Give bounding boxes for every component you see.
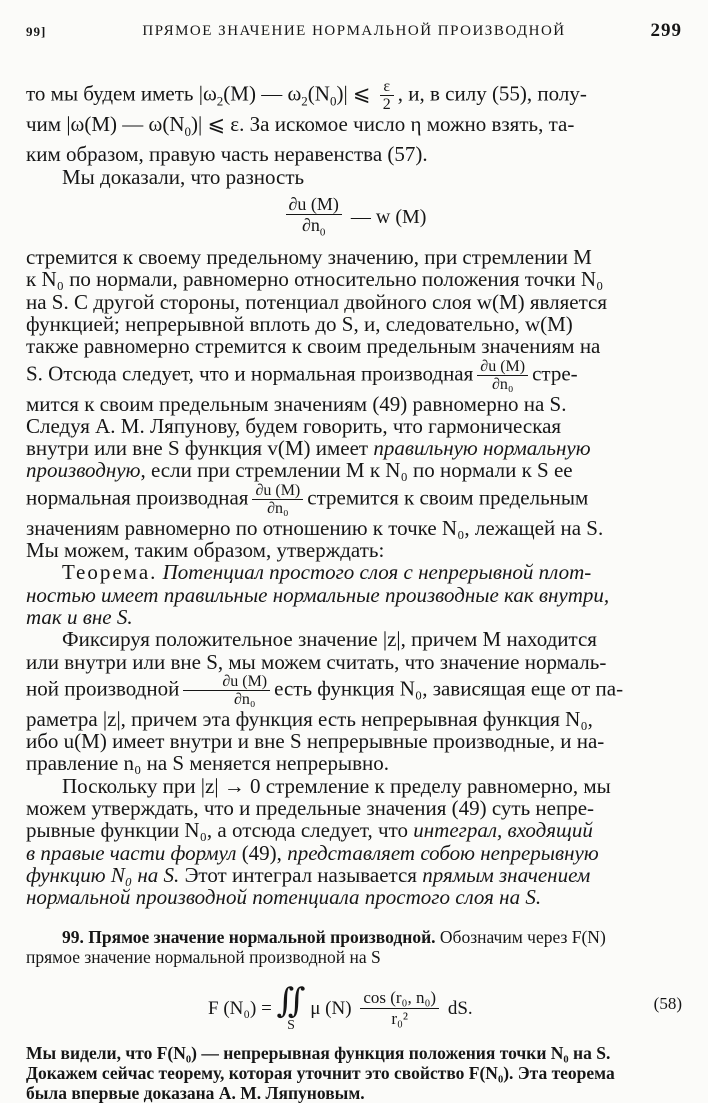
- text: S. Отсюда следует, что и нормальная производная: [26, 360, 474, 385]
- text: (49),: [236, 840, 288, 865]
- text: Докажем сейчас теорему, которая уточнит это свойство F(N₀). Эта теорема: [26, 1062, 615, 1083]
- formula-lhs: F (N₀) =: [208, 997, 272, 1019]
- frac-num: ε: [380, 78, 394, 96]
- text: 0: [329, 93, 337, 109]
- italic-term: интеграл, входящий: [413, 818, 593, 843]
- text: внутри или вне S функция v(M) имеет: [26, 436, 374, 461]
- frac-den: 2: [382, 96, 391, 113]
- page-number: 299: [650, 20, 682, 41]
- display-formula-1: [26, 194, 682, 240]
- formula-ds: dS.: [447, 997, 473, 1019]
- text: есть функция N₀, зависящая еще от па-: [274, 676, 624, 701]
- text: так и вне S.: [26, 604, 133, 629]
- text: значениям равномерно по отношению к точке N₀, лежащей на S.: [26, 515, 604, 540]
- text: )| ⩽ ε. За искомое число η можно взять, та-: [191, 112, 575, 136]
- text: ким образом, правую часть неравенства (57).: [26, 142, 428, 167]
- section-title: 99. Прямое значение нормальной производной.: [62, 926, 436, 947]
- theorem-label: Теорема.: [62, 560, 158, 585]
- text: 2: [301, 93, 308, 109]
- text: Поскольку при |z| → 0 стремление к пределу равномерно, мы: [62, 773, 611, 798]
- italic-term: правильную нормальную: [373, 436, 591, 461]
- text: на S. С другой стороны, потенциал двойного слоя w(M) является: [26, 289, 608, 314]
- paragraph-1: [26, 78, 682, 166]
- text: к N₀ по нормали, равномерно относительно положения точки N₀: [26, 267, 604, 292]
- fraction-du-dn0: [477, 358, 528, 393]
- paragraph-4: [26, 628, 682, 774]
- text: ностью имеет правильные нормальные производные как внутри,: [26, 582, 610, 607]
- text: стре-: [532, 360, 578, 385]
- text: 2: [216, 93, 224, 109]
- formula-58: [26, 973, 682, 1039]
- text: 0: [319, 226, 326, 239]
- running-title: ПРЯМОЕ ЗНАЧЕНИЕ НОРМАЛЬНОЙ ПРОИЗВОДНОЙ: [142, 23, 566, 39]
- frac-num: ∂u (M): [252, 482, 303, 500]
- fraction-eps-2: [380, 78, 394, 113]
- text: функцией; непрерывной вплоть до S, и, следовательно, w(M): [26, 311, 573, 336]
- text: была впервые доказана А. М. Ляпуновым.: [26, 1082, 365, 1103]
- running-header: [26, 20, 682, 46]
- text: также равномерно стремится к своим предельным значениям на: [26, 334, 601, 359]
- text: то мы будем иметь |ω: [26, 81, 217, 106]
- paragraph-3: [26, 246, 682, 561]
- text: ибо u(M) имеет внутри и вне S непрерывные производные, и на-: [26, 729, 605, 754]
- theorem: [26, 561, 682, 628]
- text: Мы можем, таким образом, утверждать:: [26, 538, 385, 563]
- text: прямое значение нормальной производной на S: [26, 946, 381, 967]
- frac-num: ∂u (M): [286, 194, 342, 215]
- text: стремится к своим предельным: [307, 485, 589, 510]
- paragraph-5: [26, 775, 682, 909]
- text: Фиксируя положительное значение |z|, причем M находится: [62, 627, 597, 652]
- frac-num: ∂u (M): [183, 673, 270, 691]
- text: (M) — ω: [223, 81, 302, 106]
- text: Мы видели, что F(N₀) — непрерывная функция положения точки N₀ на S.: [26, 1042, 611, 1063]
- text: (N: [307, 81, 330, 106]
- integral-sign: ∬: [276, 982, 306, 1020]
- text: ∂n: [302, 215, 320, 236]
- text: 0: [184, 124, 192, 140]
- formula-mu: μ (N): [310, 997, 352, 1019]
- text: Следуя А. М. Ляпунову, будем говорить, что гармоническая: [26, 413, 562, 438]
- text: рывные функции N₀, а отсюда следует, что: [26, 818, 414, 843]
- paragraph-6: [26, 1043, 682, 1103]
- frac-den: ∂n₀: [267, 499, 289, 517]
- frac-den: [286, 215, 342, 243]
- text: стремится к своему предельному значению, при стремлении M: [26, 245, 592, 270]
- text: , если при стремлении M к N₀ по нормали к S ее: [140, 458, 573, 483]
- double-integral: [276, 982, 306, 1033]
- text: чим |ω(M) — ω(N: [26, 112, 185, 136]
- italic-term: производную: [26, 458, 141, 483]
- text: мится к своим предельным значениям (49) равномерно на S.: [26, 391, 567, 416]
- paragraph-2: Мы доказали, что разность: [62, 164, 305, 189]
- text: Этот интеграл называется: [179, 862, 423, 887]
- text: )| ⩽: [336, 81, 376, 106]
- text: правление n₀ на S меняется непрерывно.: [26, 751, 389, 776]
- italic-term: функцию N₀ на S.: [26, 862, 180, 887]
- text: можем утверждать, что и предельные значения (49) суть непре-: [26, 796, 595, 821]
- frac-den: ∂n₀: [491, 375, 514, 393]
- section-number: 99]: [26, 24, 47, 39]
- equation-number: (58): [653, 993, 682, 1013]
- text: раметра |z|, причем эта функция есть непрерывная функция N₀,: [26, 706, 593, 731]
- italic-term: представляет собою непрерывную: [287, 840, 599, 865]
- formula-body: [208, 982, 473, 1033]
- text: нормальная производная: [26, 485, 249, 510]
- frac-num: cos (r₀, n₀): [360, 988, 439, 1009]
- italic-term: нормальной производной потенциала простого слоя на S.: [26, 885, 542, 910]
- text: Обозначим через F(N): [435, 926, 606, 947]
- fraction-du-dn0: [252, 482, 303, 517]
- text: , и, в силу (55), полу-: [397, 81, 587, 106]
- italic-term: прямым значением: [422, 862, 591, 887]
- fraction-du-dn0: [183, 673, 270, 708]
- section-99: [26, 927, 682, 967]
- text: — w (M): [345, 206, 427, 229]
- text: ной производной: [26, 676, 180, 701]
- frac-num: ∂u (M): [477, 358, 528, 376]
- page-body: [26, 76, 682, 1103]
- text: или внутри или вне S, мы можем считать, что значение нормаль-: [26, 649, 607, 674]
- italic-term: в правые части формул: [26, 840, 237, 865]
- frac-den: r₀²: [391, 1009, 409, 1028]
- text: Потенциал простого слоя с непрерывной плот-: [157, 560, 592, 585]
- fraction-cos: [360, 988, 439, 1029]
- frac-den: ∂n₀: [233, 690, 256, 708]
- fraction-du-dn0: [286, 194, 342, 243]
- integral-lower-limit: S: [287, 1017, 295, 1033]
